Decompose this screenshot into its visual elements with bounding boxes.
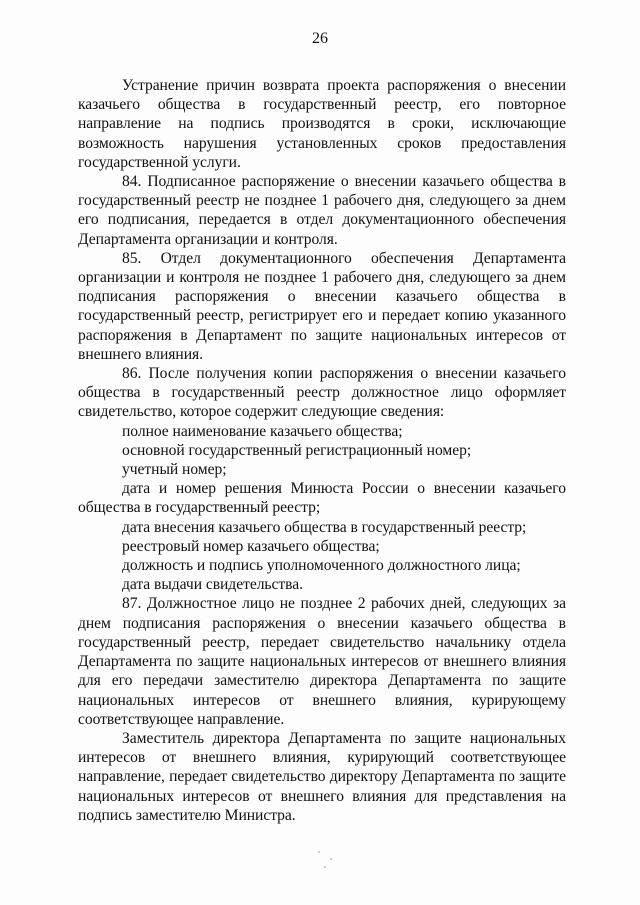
document-body <box>78 76 566 825</box>
paragraph-deputy-director: Заместитель директора Департамента по защите национальных интересов от внешнего влияния, курирующий соответствующее направление, передает свидетельство директору Департамента по защите национальных интересов от внешнего влияния для представления на подпись заместителю Министра. <box>78 729 566 824</box>
list-item-decision-date-number: дата и номер решения Минюста России о внесении казачьего общества в государственный реестр; <box>78 480 566 517</box>
list-item-official-signature: должность и подпись уполномоченного должностного лица; <box>122 557 521 575</box>
paragraph-return-elimination: Устранение причин возврата проекта распоряжения о внесении казачьего общества в государственный реестр, его повторное направление на подпись производятся в сроки, исключающие возможность нарушения установленных сроков предоставления государственной услуги. <box>78 77 566 171</box>
list-item-full-name: полное наименование казачьего общества; <box>122 422 403 440</box>
paragraph-87: 87. Должностное лицо не позднее 2 рабочих дней, следующих за днем подписания распоряжения о внесении казачьего общества в государственный реестр, передает свидетельство начальнику отдела Департамента по защите национальных интересов от внешнего влияния для его передачи заместителю директора Департамента по защите национальных интересов от внешнего влияния, курирующему соответствующее направление. <box>78 595 566 728</box>
list-item-registry-number: реестровый номер казачьего общества; <box>122 537 380 555</box>
page-number: 26 <box>312 30 328 47</box>
list-item-issue-date: дата выдачи свидетельства. <box>122 576 303 594</box>
list-item-registry-entry-date: дата внесения казачьего общества в государственный реестр; <box>122 518 527 536</box>
paragraph-85: 85. Отдел документационного обеспечения Департамента организации и контроля не позднее 1 рабочего дня, следующего за днем подписания распоряжения о внесении казачьего общества в государственный реестр, регистрирует его и передает копию указанного распоряжения в Департамент по защите национальных интересов от внешнего влияния. <box>78 249 566 363</box>
scan-speck <box>324 866 326 868</box>
paragraph-84: 84. Подписанное распоряжение о внесении казачьего общества в государственный реестр не позднее 1 рабочего дня, следующего за днем его подписания, передается в отдел документационного обеспечения Департамента организации и контроля. <box>78 173 566 248</box>
list-item-ogrn: основной государственный регистрационный номер; <box>122 441 472 459</box>
scan-speck <box>330 858 332 860</box>
list-item-account-number: учетный номер; <box>122 461 227 479</box>
scan-speck <box>318 851 320 853</box>
paragraph-86: 86. После получения копии распоряжения о внесении казачьего общества в государственный реестр должностное лицо оформляет свидетельство, которое содержит следующие сведения: <box>78 365 566 421</box>
